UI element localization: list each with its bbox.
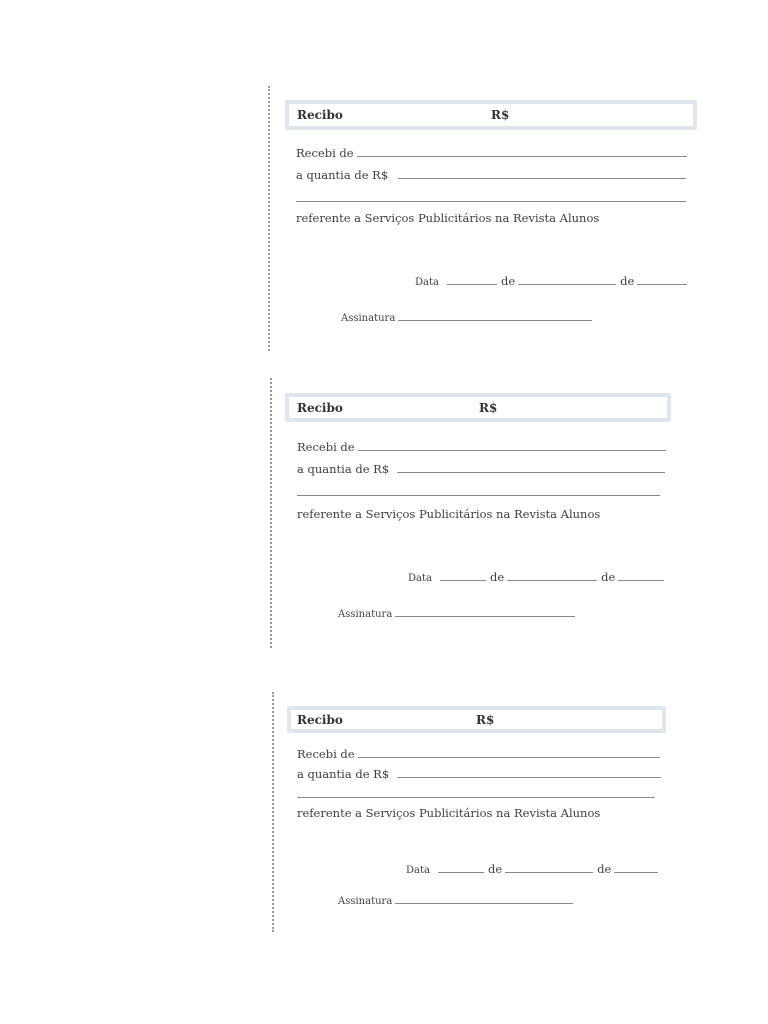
received-from-row <box>297 747 660 761</box>
amount-label: a quantia de R$ <box>297 462 390 476</box>
perforation-line <box>272 692 274 932</box>
amount-continuation-line[interactable] <box>296 201 686 202</box>
amount-row <box>297 767 661 781</box>
date-de-label-1: de <box>500 274 516 288</box>
header-currency-label: R$ <box>476 712 495 727</box>
signature-row <box>341 313 592 324</box>
date-de-label-2: de <box>597 862 612 876</box>
date-year-field[interactable] <box>637 284 687 285</box>
received-from-row <box>297 440 666 454</box>
receipt-title: Recibo <box>297 400 343 415</box>
reference-row <box>297 507 600 521</box>
amount-field[interactable] <box>397 777 661 778</box>
amount-field[interactable] <box>397 472 665 473</box>
signature-label: Assinatura <box>341 313 396 324</box>
date-month-field[interactable] <box>518 284 616 285</box>
received-from-field[interactable] <box>358 757 660 758</box>
date-year-field[interactable] <box>618 580 664 581</box>
amount-continuation-line[interactable] <box>297 797 655 798</box>
date-de-label-1: de <box>487 862 503 876</box>
date-de-label-2: de <box>601 570 616 584</box>
perforation-line <box>270 378 272 648</box>
date-year-field[interactable] <box>614 872 658 873</box>
date-month-field[interactable] <box>505 872 593 873</box>
received-from-label: Recebi de <box>296 146 354 160</box>
amount-row <box>296 168 686 182</box>
received-from-field[interactable] <box>357 156 687 157</box>
received-from-label: Recebi de <box>297 440 355 454</box>
signature-field[interactable] <box>398 320 592 321</box>
signature-field[interactable] <box>395 616 575 617</box>
date-day-field[interactable] <box>438 872 484 873</box>
date-row <box>406 862 658 876</box>
amount-label: a quantia de R$ <box>297 767 390 781</box>
date-de-label-2: de <box>620 274 635 288</box>
reference-text: referente a Serviços Publicitários na Revista Alunos <box>297 806 601 820</box>
signature-row <box>338 609 575 620</box>
date-de-label-1: de <box>489 570 505 584</box>
date-row <box>415 274 687 288</box>
reference-row <box>296 211 599 225</box>
date-label: Data <box>415 277 439 288</box>
reference-text: referente a Serviços Publicitários na Revista Alunos <box>296 211 600 225</box>
receipt-title: Recibo <box>297 712 343 727</box>
date-label: Data <box>406 865 430 876</box>
reference-text: referente a Serviços Publicitários na Revista Alunos <box>297 507 601 521</box>
receipt-header <box>287 706 666 733</box>
header-currency-label: R$ <box>479 400 498 415</box>
header-currency-label: R$ <box>491 108 510 122</box>
date-day-field[interactable] <box>440 580 486 581</box>
amount-label: a quantia de R$ <box>296 168 389 182</box>
date-row <box>408 570 664 584</box>
amount-continuation-line[interactable] <box>297 495 660 496</box>
date-label: Data <box>408 573 432 584</box>
date-month-field[interactable] <box>507 580 597 581</box>
amount-row <box>297 462 665 476</box>
reference-row <box>297 806 600 820</box>
signature-row <box>338 896 573 907</box>
received-from-field[interactable] <box>358 450 666 451</box>
date-day-field[interactable] <box>447 284 497 285</box>
perforation-line <box>268 86 270 351</box>
amount-field[interactable] <box>398 178 686 179</box>
signature-label: Assinatura <box>338 896 393 907</box>
receipt-header <box>285 393 671 422</box>
received-from-label: Recebi de <box>297 747 355 761</box>
signature-label: Assinatura <box>338 609 393 620</box>
signature-field[interactable] <box>395 903 573 904</box>
received-from-row <box>296 146 687 160</box>
receipt-header <box>285 100 697 130</box>
receipt-title: Recibo <box>297 108 343 122</box>
